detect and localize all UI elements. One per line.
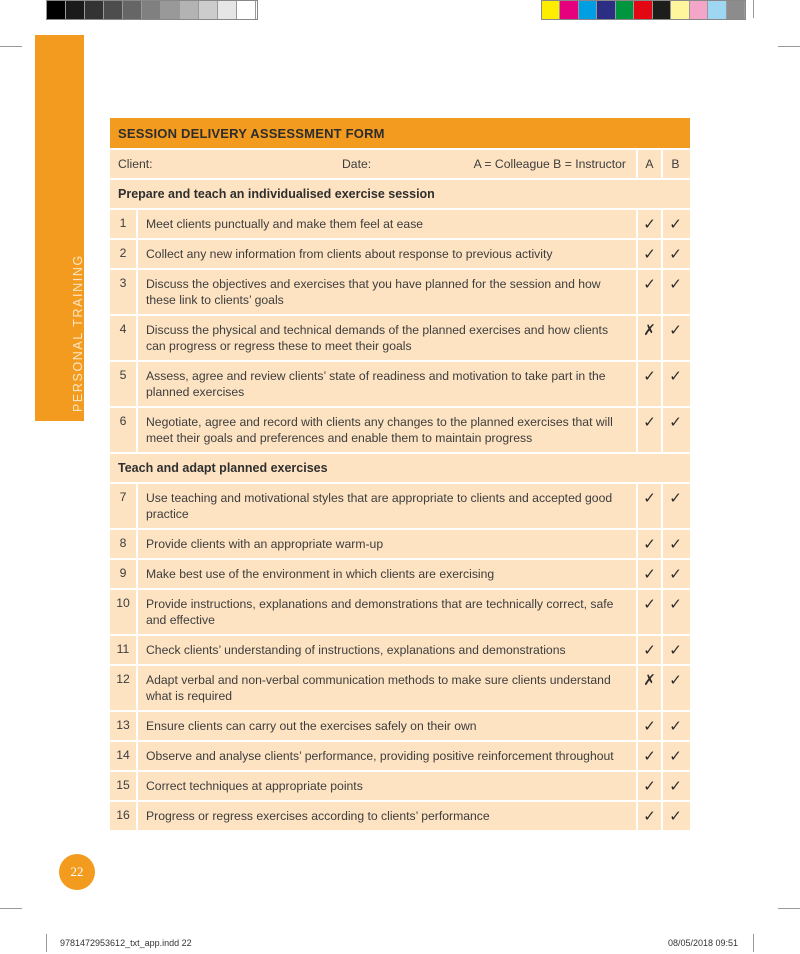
color-swatch bbox=[85, 1, 104, 19]
page-number: 22 bbox=[59, 854, 95, 890]
colleague-mark: ✓ bbox=[636, 530, 661, 558]
color-swatch bbox=[218, 1, 237, 19]
item-number: 16 bbox=[110, 802, 138, 830]
item-criterion: Provide clients with an appropriate warm-up bbox=[146, 537, 384, 551]
item-number: 3 bbox=[110, 270, 138, 314]
instructor-mark: ✓ bbox=[661, 636, 688, 664]
color-swatch bbox=[708, 1, 726, 19]
crop-mark bbox=[753, 0, 754, 18]
item-number: 10 bbox=[110, 590, 138, 634]
colleague-mark: ✓ bbox=[636, 408, 661, 452]
color-swatch bbox=[47, 1, 66, 19]
colleague-mark: ✓ bbox=[636, 712, 661, 740]
instructor-mark: ✓ bbox=[661, 530, 688, 558]
instructor-mark: ✓ bbox=[661, 270, 688, 314]
instructor-mark: ✓ bbox=[661, 712, 688, 740]
table-row bbox=[110, 590, 690, 634]
color-swatch bbox=[727, 1, 745, 19]
item-criterion: Collect any new information from clients about response to previous activity bbox=[146, 247, 553, 261]
item-criterion: Check clients’ understanding of instructions, explanations and demonstrations bbox=[146, 643, 566, 657]
crop-mark bbox=[0, 46, 22, 47]
colleague-mark: ✓ bbox=[636, 484, 661, 528]
item-number: 13 bbox=[110, 712, 138, 740]
item-number: 11 bbox=[110, 636, 138, 664]
item-criterion: Progress or regress exercises according to clients’ performance bbox=[146, 809, 490, 823]
item-criterion: Meet clients punctually and make them feel at ease bbox=[146, 217, 424, 231]
assessment-form bbox=[110, 118, 690, 830]
colleague-mark: ✓ bbox=[636, 270, 661, 314]
table-row bbox=[110, 802, 690, 830]
instructor-mark: ✓ bbox=[661, 484, 688, 528]
instructor-mark: ✓ bbox=[661, 210, 688, 238]
crop-mark bbox=[778, 46, 800, 47]
color-swatch bbox=[66, 1, 85, 19]
crop-mark bbox=[0, 908, 22, 909]
chapter-side-tab-label: PERSONAL TRAINING bbox=[71, 254, 85, 412]
table-row bbox=[110, 316, 690, 360]
item-number: 14 bbox=[110, 742, 138, 770]
instructor-mark: ✓ bbox=[661, 772, 688, 800]
item-number: 2 bbox=[110, 240, 138, 268]
client-label: Client: bbox=[118, 157, 153, 171]
item-number: 9 bbox=[110, 560, 138, 588]
table-row bbox=[110, 530, 690, 558]
form-sections bbox=[110, 180, 690, 830]
colleague-mark: ✓ bbox=[636, 362, 661, 406]
instructor-mark: ✓ bbox=[661, 316, 688, 360]
color-swatch bbox=[634, 1, 652, 19]
item-criterion: Ensure clients can carry out the exercises safely on their own bbox=[146, 719, 477, 733]
color-swatch bbox=[653, 1, 671, 19]
color-swatch bbox=[579, 1, 597, 19]
table-row bbox=[110, 210, 690, 238]
colleague-mark: ✓ bbox=[636, 240, 661, 268]
form-header-row bbox=[110, 150, 690, 178]
color-swatch bbox=[671, 1, 689, 19]
colleague-mark: ✓ bbox=[636, 560, 661, 588]
item-criterion: Observe and analyse clients’ performance, providing positive reinforcement throughout bbox=[146, 749, 614, 763]
slug-date: 08/05/2018 09:51 bbox=[668, 938, 739, 948]
greyscale-swatch-bar bbox=[46, 0, 258, 20]
color-swatch bbox=[123, 1, 142, 19]
item-number: 1 bbox=[110, 210, 138, 238]
table-row bbox=[110, 270, 690, 314]
item-criterion: Negotiate, agree and record with clients any changes to the planned exercises that will meet their goals and preferences and enable them to maintain progress bbox=[146, 415, 613, 445]
section-heading: Teach and adapt planned exercises bbox=[110, 454, 690, 482]
column-b-header: B bbox=[661, 150, 688, 178]
colleague-mark: ✓ bbox=[636, 210, 661, 238]
table-row bbox=[110, 484, 690, 528]
table-row bbox=[110, 712, 690, 740]
table-row bbox=[110, 560, 690, 588]
color-swatch bbox=[161, 1, 180, 19]
color-swatch bbox=[237, 1, 256, 19]
item-number: 4 bbox=[110, 316, 138, 360]
colleague-mark: ✓ bbox=[636, 772, 661, 800]
section-heading: Prepare and teach an individualised exercise session bbox=[110, 180, 690, 208]
form-title: SESSION DELIVERY ASSESSMENT FORM bbox=[110, 118, 690, 148]
colleague-mark: ✓ bbox=[636, 636, 661, 664]
color-swatch bbox=[690, 1, 708, 19]
column-a-header: A bbox=[636, 150, 661, 178]
instructor-mark: ✓ bbox=[661, 666, 688, 710]
table-row bbox=[110, 636, 690, 664]
color-swatch bbox=[180, 1, 199, 19]
color-swatch-bar bbox=[541, 0, 746, 20]
instructor-mark: ✓ bbox=[661, 560, 688, 588]
color-swatch bbox=[142, 1, 161, 19]
item-criterion: Make best use of the environment in which clients are exercising bbox=[146, 567, 495, 581]
instructor-mark: ✓ bbox=[661, 742, 688, 770]
color-swatch bbox=[104, 1, 123, 19]
item-criterion: Adapt verbal and non-verbal communication methods to make sure clients understand what is required bbox=[146, 673, 611, 703]
instructor-mark: ✓ bbox=[661, 802, 688, 830]
item-number: 15 bbox=[110, 772, 138, 800]
crop-mark bbox=[46, 0, 47, 18]
crop-mark bbox=[753, 934, 754, 952]
item-number: 8 bbox=[110, 530, 138, 558]
item-criterion: Provide instructions, explanations and demonstrations that are technically correct, safe and effective bbox=[146, 597, 614, 627]
instructor-mark: ✓ bbox=[661, 240, 688, 268]
assessor-legend: A = Colleague B = Instructor bbox=[473, 157, 626, 171]
colleague-mark: ✓ bbox=[636, 802, 661, 830]
color-swatch bbox=[560, 1, 578, 19]
crop-mark bbox=[46, 934, 47, 952]
color-swatch bbox=[616, 1, 634, 19]
instructor-mark: ✓ bbox=[661, 362, 688, 406]
color-swatch bbox=[597, 1, 615, 19]
instructor-mark: ✓ bbox=[661, 590, 688, 634]
date-label: Date: bbox=[342, 157, 372, 171]
item-criterion: Assess, agree and review clients’ state of readiness and motivation to take part in the planned exercises bbox=[146, 369, 606, 399]
item-number: 7 bbox=[110, 484, 138, 528]
item-number: 6 bbox=[110, 408, 138, 452]
color-swatch bbox=[542, 1, 560, 19]
table-row bbox=[110, 772, 690, 800]
item-criterion: Correct techniques at appropriate points bbox=[146, 779, 363, 793]
table-row bbox=[110, 240, 690, 268]
colleague-mark: ✗ bbox=[636, 316, 661, 360]
slug-file-name: 9781472953612_txt_app.indd 22 bbox=[60, 938, 192, 948]
table-row bbox=[110, 408, 690, 452]
table-row bbox=[110, 362, 690, 406]
item-number: 5 bbox=[110, 362, 138, 406]
colleague-mark: ✓ bbox=[636, 742, 661, 770]
item-criterion: Discuss the objectives and exercises that you have planned for the session and how these link to clients’ goals bbox=[146, 277, 601, 307]
table-row bbox=[110, 666, 690, 710]
item-number: 12 bbox=[110, 666, 138, 710]
crop-mark bbox=[778, 908, 800, 909]
table-row bbox=[110, 742, 690, 770]
color-swatch bbox=[199, 1, 218, 19]
item-criterion: Discuss the physical and technical demands of the planned exercises and how clients can progress or regress these to meet their goals bbox=[146, 323, 609, 353]
colleague-mark: ✗ bbox=[636, 666, 661, 710]
instructor-mark: ✓ bbox=[661, 408, 688, 452]
colleague-mark: ✓ bbox=[636, 590, 661, 634]
item-criterion: Use teaching and motivational styles that are appropriate to clients and accepted good practice bbox=[146, 491, 613, 521]
